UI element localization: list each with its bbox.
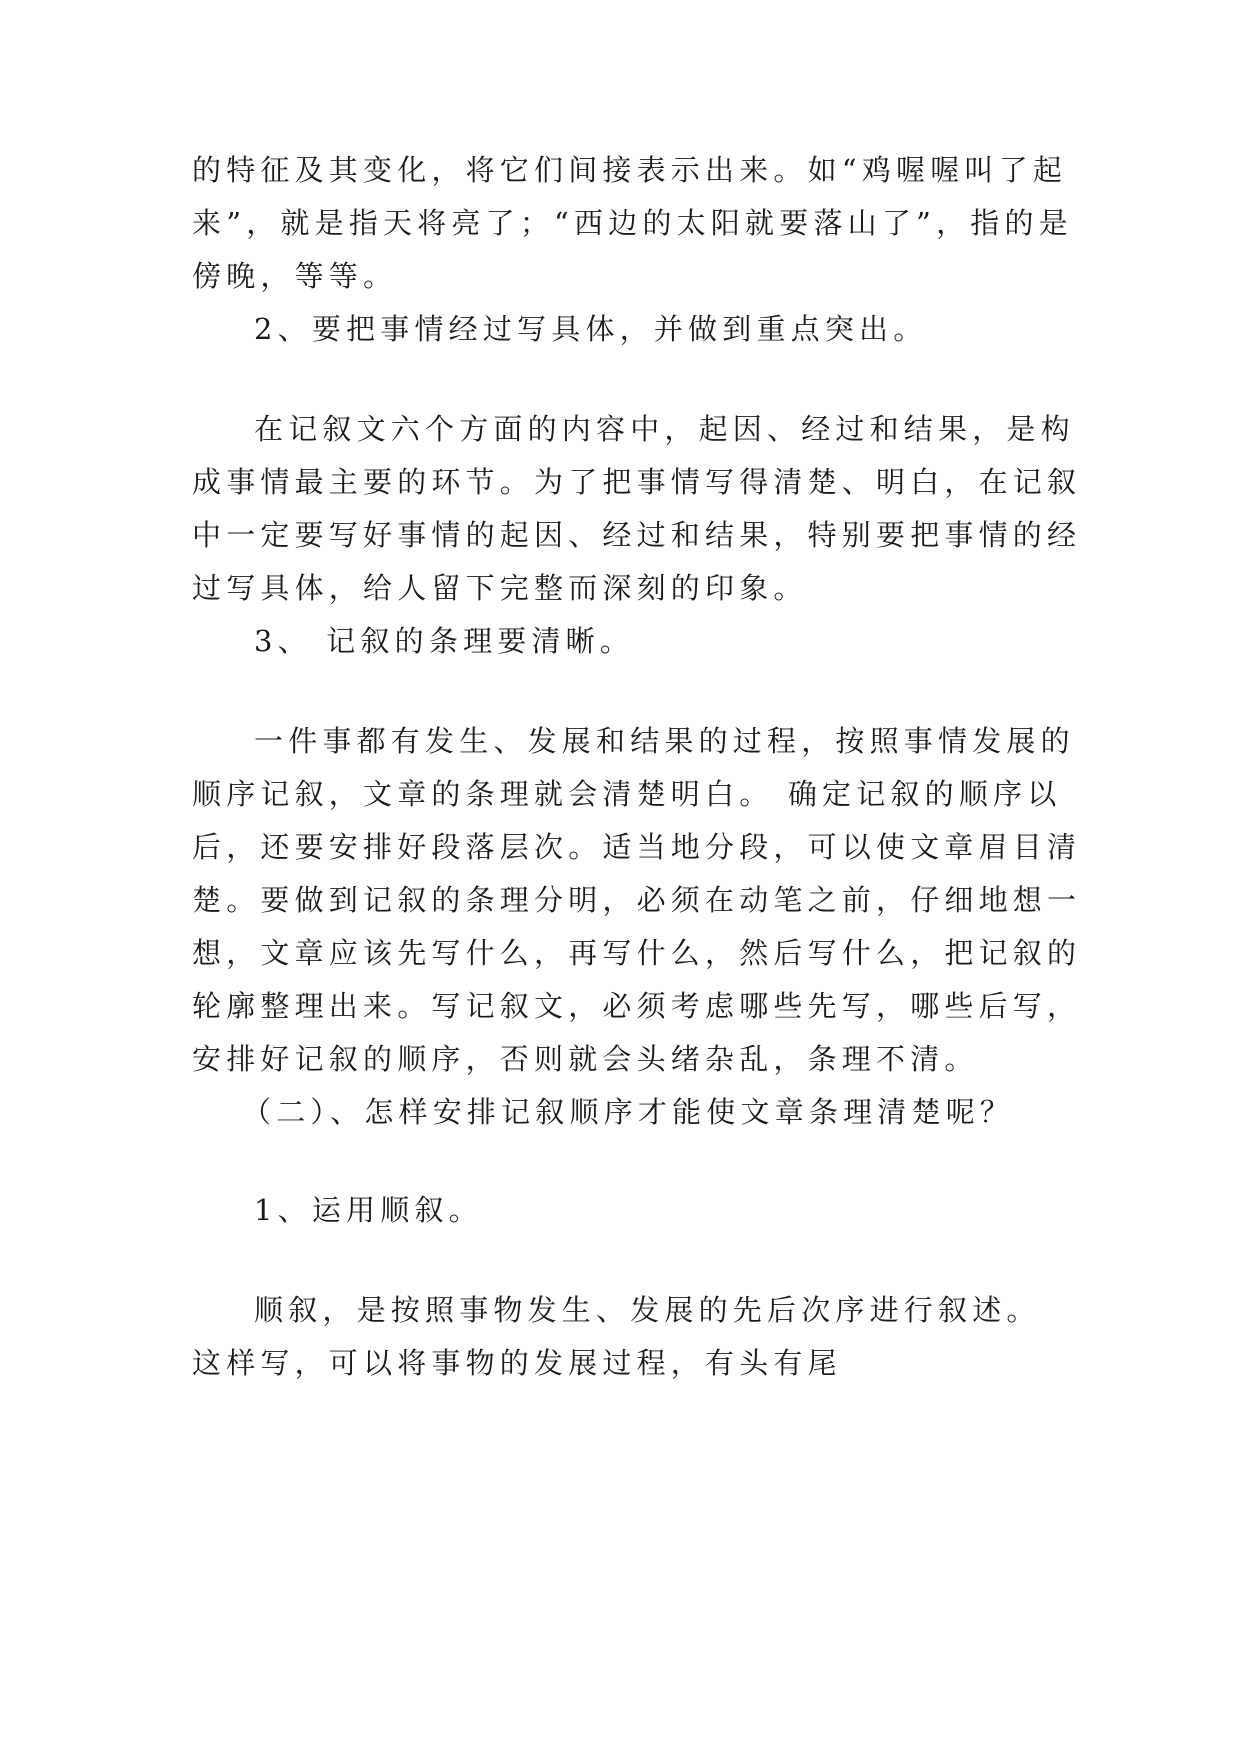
text-line: 想，文章应该先写什么，再写什么，然后写什么，把记叙的 [192, 936, 1082, 970]
text-line: 一件事都有发生、发展和结果的过程，按照事情发展的 [254, 724, 1075, 758]
text-line: 的特征及其变化，将它们间接表示出来。如“鸡喔喔叫了起 [192, 153, 1068, 187]
section-heading: （二）、怎样安排记叙顺序才能使文章条理清楚呢？ [242, 1095, 1015, 1129]
text-line: 中一定要写好事情的起因、经过和结果，特别要把事情的经 [192, 518, 1082, 552]
text-line: 来”，就是指天将亮了；“西边的太阳就要落山了”，指的是 [192, 206, 1073, 240]
text-line: 成事情最主要的环节。为了把事情写得清楚、明白，在记叙 [192, 465, 1082, 499]
text-line: 在记叙文六个方面的内容中，起因、经过和结果，是构 [254, 412, 1075, 446]
text-line: 这样写，可以将事物的发展过程，有头有尾 [192, 1346, 842, 1380]
text-line: 顺叙，是按照事物发生、发展的先后次序进行叙述。 [254, 1293, 1041, 1327]
text-line: 后，还要安排好段落层次。适当地分段，可以使文章眉目清 [192, 830, 1082, 864]
list-item-heading: 2、要把事情经过写具体，并做到重点突出。 [254, 312, 928, 346]
text-line: 顺序记叙，文章的条理就会清楚明白。 确定记叙的顺序以 [192, 777, 1062, 811]
text-line: 傍晚，等等。 [192, 259, 398, 293]
text-line: 安排好记叙的顺序，否则就会头绪杂乱，条理不清。 [192, 1042, 979, 1076]
list-item-heading: 1、运用顺叙。 [254, 1193, 483, 1227]
text-line: 过写具体，给人留下完整而深刻的印象。 [192, 571, 808, 605]
text-line: 轮廓整理出来。写记叙文，必须考虑哪些先写，哪些后写， [192, 989, 1082, 1023]
list-item-heading: 3、 记叙的条理要清晰。 [254, 624, 635, 658]
text-line: 楚。要做到记叙的条理分明，必须在动笔之前，仔细地想一 [192, 883, 1082, 917]
